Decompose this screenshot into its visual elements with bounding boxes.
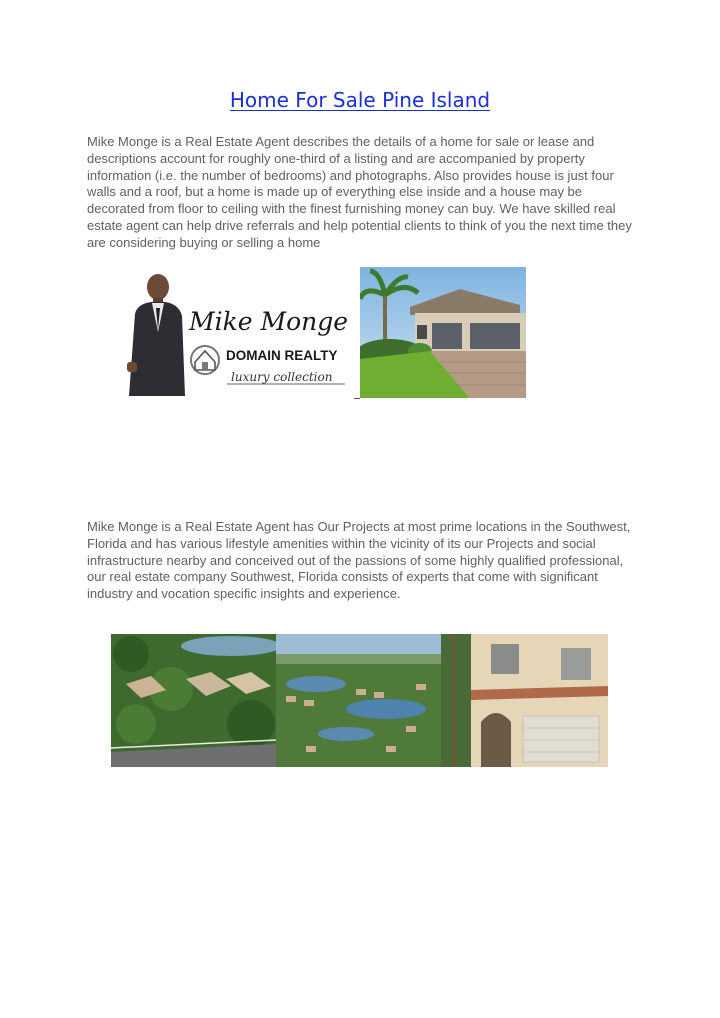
aerial-community-lakes-photo	[276, 634, 441, 767]
agent-logo-image	[125, 272, 357, 398]
aerial-neighborhood-photo	[111, 634, 276, 767]
logo-brand: DOMAIN REALTY	[226, 348, 338, 363]
underscore-mark	[354, 398, 360, 399]
townhouse-exterior-photo	[441, 634, 608, 767]
intro-paragraph: Mike Monge is a Real Estate Agent describes the details of a home for sale or lease and descriptions account for roughly one-third of a listing and are accompanied by property information (i.e. the number of bedrooms) and photographs. Also provides house is just four walls and a roof, but a home is made up of everything else inside and a house may be decorated from floor to ceiling with the finest furnishing money can buy. We have skilled real estate agent can help drive referrals and help potential clients to think of you the next time they are considering buying or selling a home	[87, 134, 632, 250]
logo-tagline: luxury collection	[231, 370, 333, 384]
projects-paragraph: Mike Monge is a Real Estate Agent has Our Projects at most prime locations in the Southwest, Florida and has various lifestyle amenities within the vicinity of its our Projects and social infrastructure nearby and conceived out of the passions of some highly qualified professional, our real estate company Southwest, Florida consists of experts that come with significant industry and vocation specific insights and experience.	[87, 519, 631, 602]
logo-name: Mike Monge	[189, 307, 349, 336]
house-exterior-photo	[360, 267, 526, 398]
page-title[interactable]: Home For Sale Pine Island	[229, 88, 491, 112]
